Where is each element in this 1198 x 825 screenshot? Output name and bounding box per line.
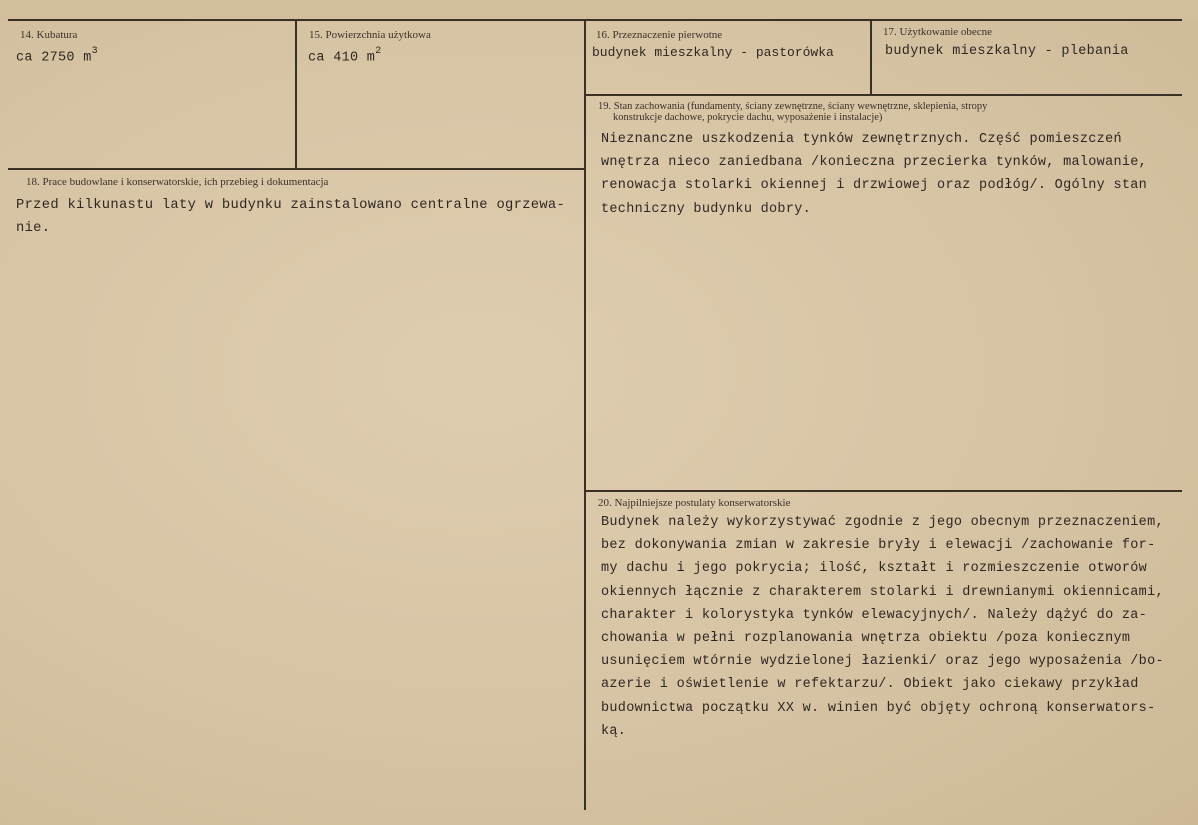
- postulaty-line: chowania w pełni rozplanowania wnętrza obiektu /poza koniecznym: [601, 630, 1131, 646]
- postulaty-line: charakter i kolorystyka tynków elewacyjnych/. Należy dążyć do za-: [601, 607, 1148, 623]
- postulaty-line: usunięciem wtórnie wydzielonej łazienki/ oraz jego wyposażenia /bo-: [601, 654, 1164, 670]
- stan-label-line1: 19. Stan zachowania (fundamenty, ściany zewnętrzne, ściany wewnętrzne, sklepienia, stropy: [598, 101, 988, 112]
- right-upper-rule: [586, 94, 1182, 96]
- center-divider: [584, 20, 586, 810]
- prace-label: 18. Prace budowlane i konserwatorskie, ich przebieg i dokumentacja: [26, 176, 329, 188]
- powierzchnia-text: ca 410 m: [308, 50, 376, 66]
- kubatura-sup: 3: [91, 46, 98, 57]
- stan-line: renowacja stolarki okiennej i drzwiowej oraz podłóg/. Ogólny stan: [601, 178, 1148, 194]
- uzytkowanie-label: 17. Użytkowanie obecne: [883, 26, 993, 38]
- postulaty-line: budownictwa początku XX w. winien być objęty ochroną konserwators-: [601, 700, 1156, 716]
- kubatura-value: [16, 48, 98, 66]
- postulaty-line: okiennych łącznie z charakterem stolarki i drewnianymi okiennicami,: [601, 584, 1164, 600]
- stan-line: wnętrza nieco zaniedbana /konieczna przecierka tynków, malowanie,: [601, 155, 1148, 171]
- divider-16-17: [870, 20, 872, 95]
- prace-line: nie.: [16, 221, 51, 237]
- prace-text: [16, 194, 565, 240]
- stan-line: techniczny budynku dobry.: [601, 201, 812, 217]
- powierzchnia-sup: 2: [375, 46, 382, 57]
- powierzchnia-value: [308, 48, 382, 66]
- right-lower-rule: [586, 490, 1182, 492]
- powierzchnia-label: 15. Powierzchnia użytkowa: [309, 29, 431, 41]
- postulaty-line: Budynek należy wykorzystywać zgodnie z jego obecnym przeznaczeniem,: [601, 515, 1164, 530]
- postulaty-line: my dachu i jego pokrycia; ilość, kształt i rozmieszczenie otworów: [601, 561, 1148, 577]
- postulaty-text: [601, 511, 1164, 743]
- uzytkowanie-value: budynek mieszkalny - plebania: [885, 44, 1129, 59]
- kubatura-label: 14. Kubatura: [20, 29, 78, 41]
- top-rule: [8, 19, 1182, 21]
- przeznaczenie-label: 16. Przeznaczenie pierwotne: [596, 29, 723, 41]
- left-mid-rule: [8, 168, 586, 170]
- postulaty-line: bez dokonywania zmian w zakresie bryły i elewacji /zachowanie for-: [601, 538, 1156, 554]
- prace-line: Przed kilkunastu laty w budynku zainstalowano centralne ogrzewa-: [16, 198, 566, 213]
- stan-label-line2: konstrukcje dachowe, pokrycie dachu, wyposażenie i instalacje): [613, 112, 883, 123]
- stan-text: [601, 128, 1147, 221]
- postulaty-label: 20. Najpilniejsze postulaty konserwatorskie: [598, 497, 791, 509]
- postulaty-line: azerie i oświetlenie w refektarzu/. Obiekt jako ciekawy przykład: [601, 677, 1139, 693]
- stan-line: Nieznanczne uszkodzenia tynków zewnętrznych. Część pomieszczeń: [601, 132, 1122, 147]
- przeznaczenie-value: budynek mieszkalny - pastorówka: [592, 45, 834, 60]
- divider-14-15: [295, 20, 297, 168]
- kubatura-text: ca 2750 m: [16, 50, 92, 66]
- postulaty-line: ką.: [601, 723, 627, 739]
